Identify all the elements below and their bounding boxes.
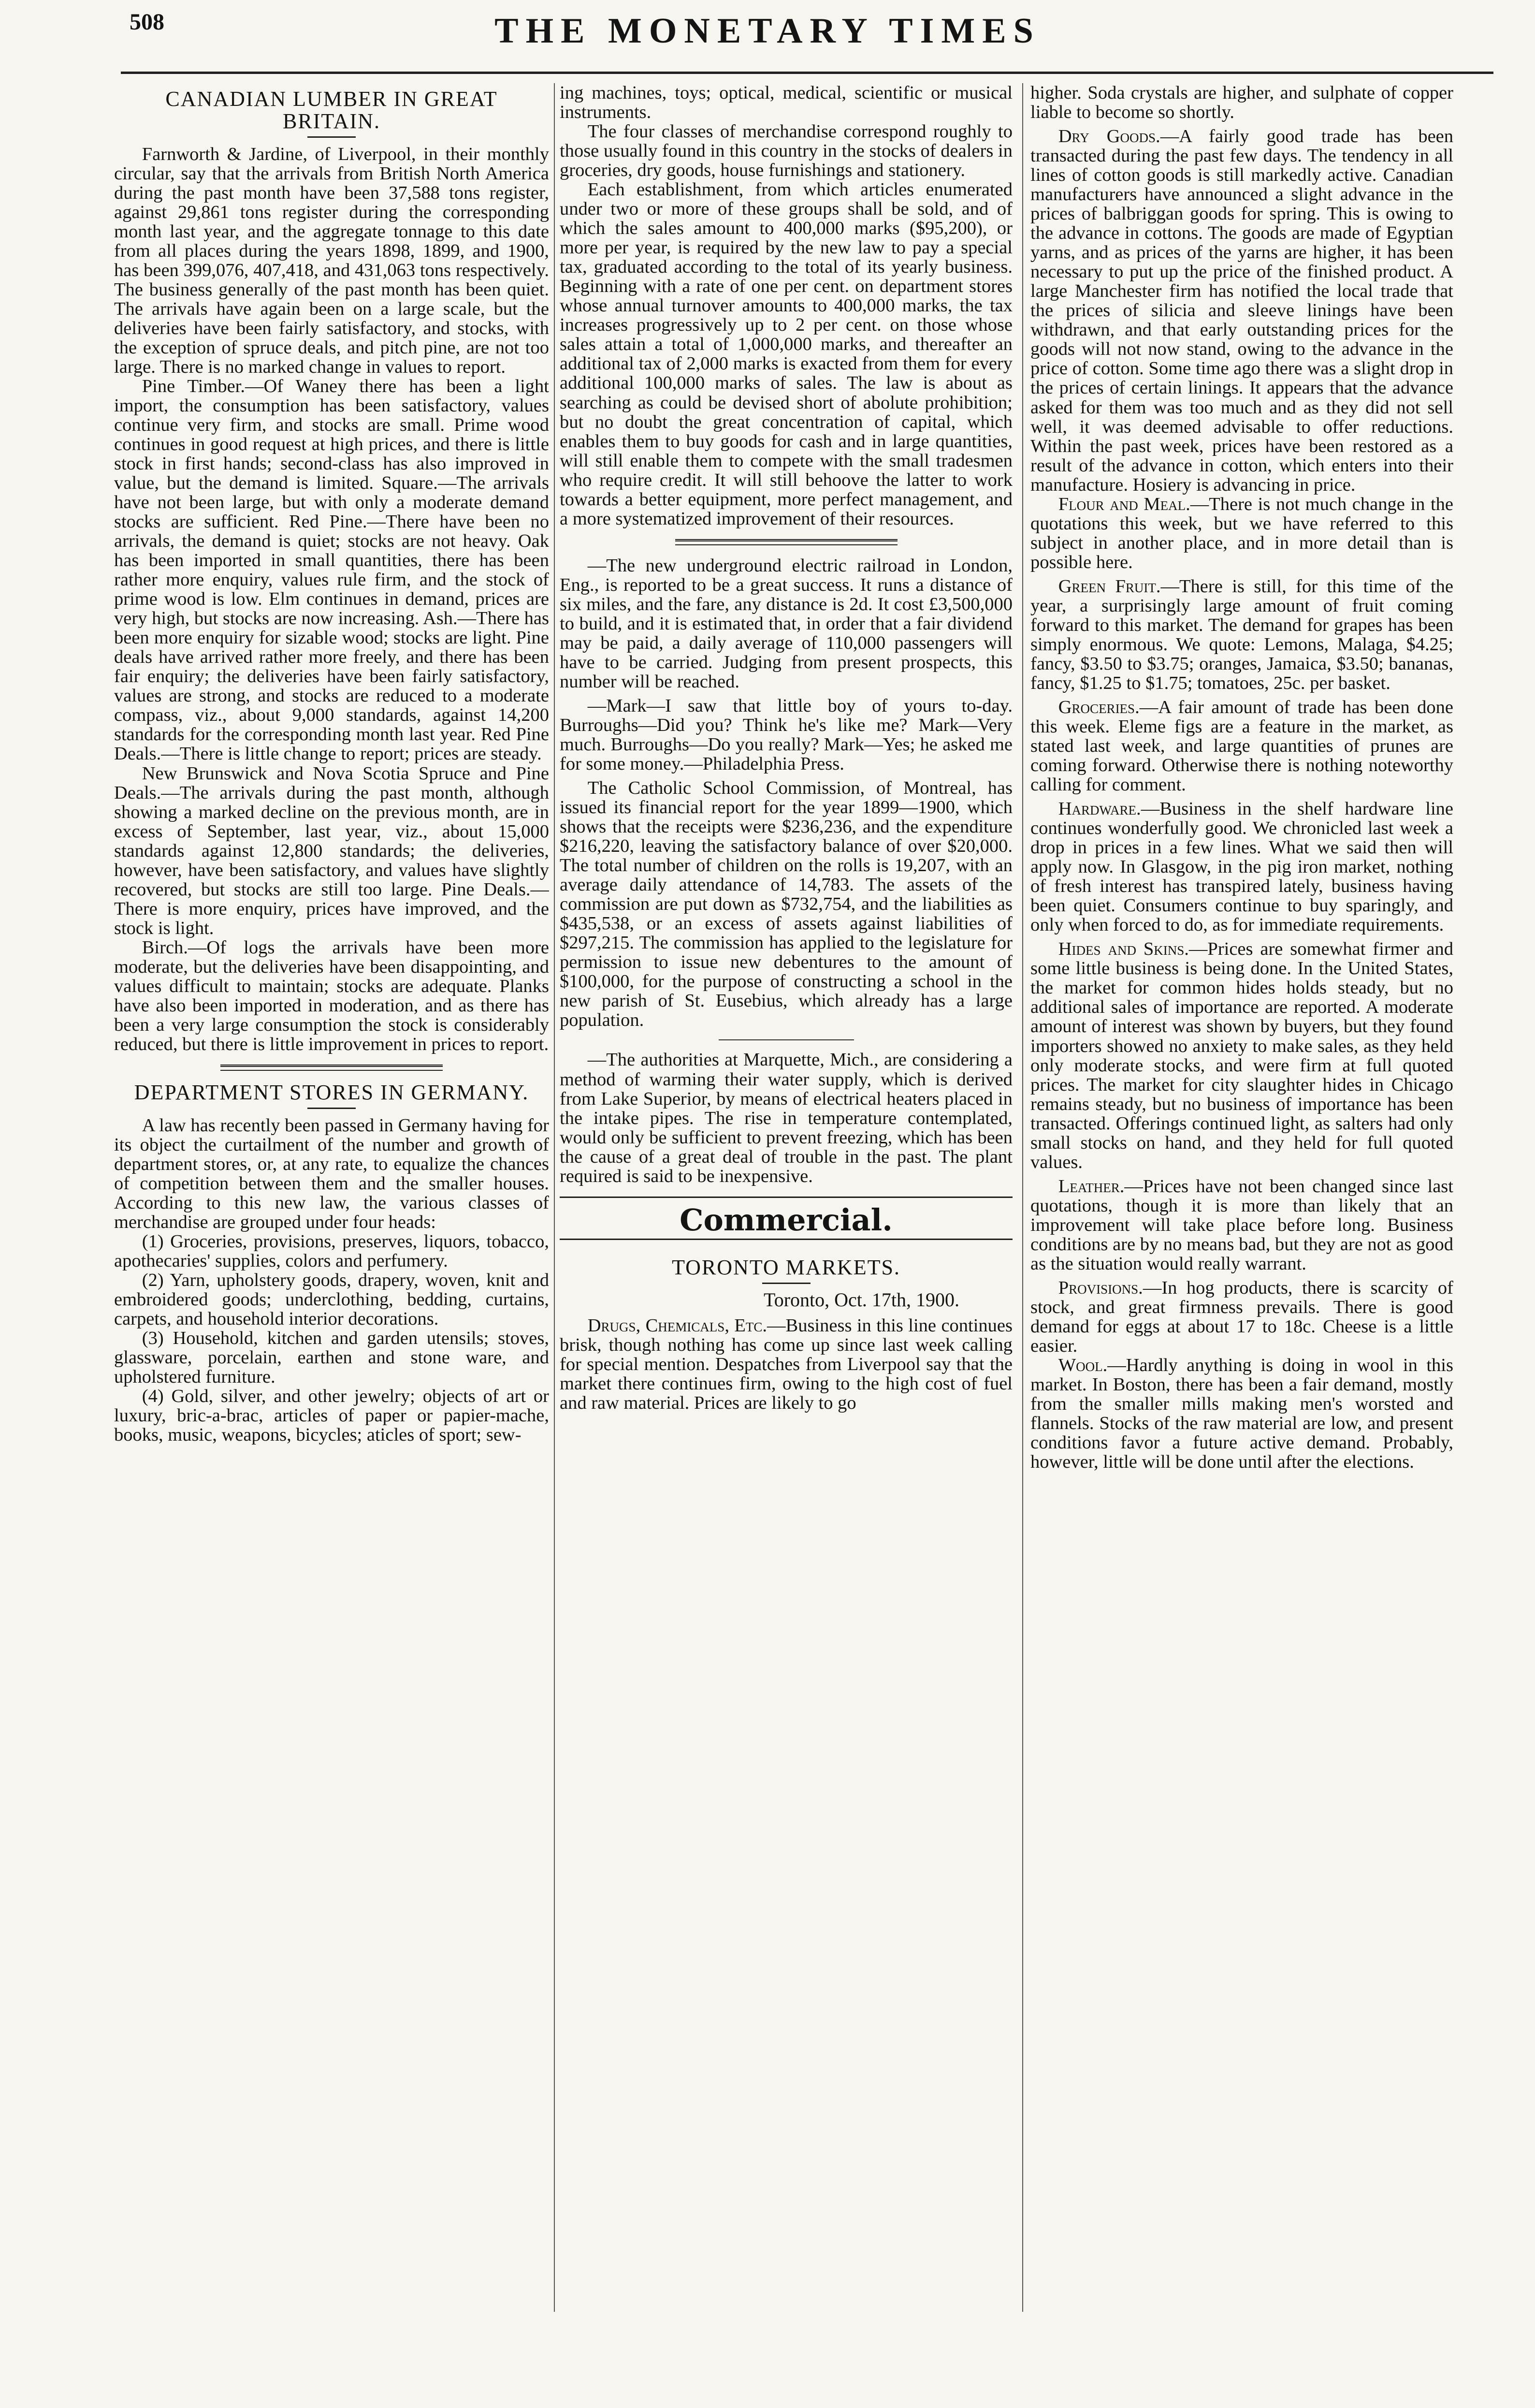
commercial-rule: [560, 1197, 1013, 1198]
toronto-markets-heading: TORONTO MARKETS.: [672, 1255, 900, 1280]
catholic-school-item: The Catholic School Commission, of Montreal, has issued its financial report for the year 1899—1900, which shows that the receipts were $236,236, and the expenditure $216,220, leaving the satisfactory balance of over $20,000. The total number of children on the rolls is 19,207, with an average daily attendance of 14,783. The assets of the commission are put down as $732,754, and the liabilities as $435,538, or an excess of assets against liabilities of $297,215. The commission has applied to the legislature for permission to issue new debentures to the amount of $100,000, for the purpose of constructing a school in the new parish of St. Eusebius, which already has a large population.: [560, 778, 1013, 1031]
masthead-title: THE MONETARY TIMES: [494, 11, 1041, 51]
department-stores-heading: DEPARTMENT STORES IN GERMANY.: [134, 1080, 529, 1104]
dept-paragraph: A law has recently been passed in Germany having for its object the curtailment of the number and growth of department stores, or, at any rate, to equalize the chances of competition between them and the smaller houses. According to this new law, the various classes of merchandise are grouped under four heads:: [114, 1115, 549, 1232]
page-header: [0, 0, 1535, 80]
short-rule: [762, 1283, 811, 1284]
dept-list-item: (4) Gold, silver, and other jewelry; objects of art or luxury, bric-a-brac, articles of paper or papier-mache, books, music, weapons, bicycles; aticles of sport; sew-: [114, 1386, 549, 1445]
market-paragraph: [1030, 698, 1453, 794]
market-label: Dry Goods.: [1058, 126, 1160, 147]
dateline: Toronto, Oct. 17th, 1900.: [764, 1288, 959, 1311]
market-paragraph: [1030, 127, 1453, 495]
dept-list-item: (3) Household, kitchen and garden utensils; stoves, glassware, porcelain, earthen and stone ware, and upholstered furniture.: [114, 1328, 549, 1387]
market-paragraph: [1030, 1356, 1453, 1472]
dept-continued: ing machines, toys; optical, medical, scientific or musical instruments.: [560, 83, 1013, 123]
market-label: Flour and Meal.: [1058, 494, 1190, 514]
market-text: —Business in the shelf hardware line continues wonderfully good. We chronicled last week a drop in prices in a few lines. What we said then will apply now. In Glasgow, in the pig iron market, nothing of fresh interest has transpired lately, business having been quiet. Consumers continue to buy sparingly, and only when forced to do, as for immediate requirements.: [1030, 799, 1453, 935]
market-text: —Business in this line continues brisk, though nothing has come up since last week calling for special mention. Despatches from Liverpool say that the market there continues firm, owing to the high cost of fuel and raw material. Prices are likely to go: [560, 1315, 1013, 1413]
market-label: Drugs, Chemicals, Etc.: [587, 1315, 768, 1336]
market-label: Wool.: [1058, 1355, 1108, 1375]
mark-joke-item: —Mark—I saw that little boy of yours to-day. Burroughs—Did you? Think he's like me? Mark—Very much. Burroughs—Do you really? Mark—Yes; he asked me for some money.—Philadelphia Press.: [560, 695, 1013, 774]
market-label: Groceries.: [1058, 697, 1140, 717]
page-number: 508: [130, 9, 164, 35]
section-separator: [220, 1065, 443, 1071]
market-paragraph: [1030, 1278, 1453, 1356]
market-label: Hardware.: [1058, 799, 1141, 819]
market-text: —Prices have not been changed since last quotations, though it is more than likely that an improvement will take place before long. Business conditions are by no means bad, but they are not as good as the situation would really warrant.: [1030, 1176, 1453, 1274]
market-text: —A fairly good trade has been transacted during the past few days. The tendency in all lines of cotton goods is still markedly active. Canadian manufacturers have announced a slight advance in the prices of balbriggan goods for spring. This is owing to the advance in cottons. The goods are made of Egyptian yarns, and as prices of the yarns are higher, it has been necessary to put up the price of the finished product. A large Manchester firm has notified the local trade that the prices of silicia and sleeve linings have been withdrawn, and that early outstanding prices for the goods will not now stand, owing to the advance in the price of cotton. Some time ago there was a slight drop in the prices of certain linings. It appears that the advance asked for them was too much and as they did not sell well, it was deemed advisable to offer reductions. Within the past week, prices have been restored as a result of the advance in cotton, which enters into their manufacture. Hosiery is advancing in price.: [1030, 126, 1453, 495]
market-text: —In hog products, there is scarcity of stock, and great firmness prevails. There is good demand for eggs at about 17 to 18c. Cheese is a little easier.: [1030, 1277, 1453, 1356]
market-text: —Prices are somewhat firmer and some little business is being done. In the United States, the market for common hides holds steady, but no additional sales of importance are reported. A moderate amount of interest was shown by buyers, but they found importers showed no anxiety to make sales, as they held only moderate stocks, and were firm at full quoted prices. The market for city slaughter hides in Chicago remains steady, but no business of importance has been transacted. Offerings continued light, as salters had only small stocks on hand, and they held for full quoted values.: [1030, 939, 1453, 1172]
market-text: —There is not much change in the quotations this week, but we have referred to this subject in another place, and in more detail than is possible here.: [1030, 494, 1453, 572]
dept-list-item: (1) Groceries, provisions, preserves, liquors, tobacco, apothecaries' supplies, colors and perfumery.: [114, 1231, 549, 1271]
market-continued: higher. Soda crystals are higher, and sulphate of copper liable to become so shortly.: [1030, 83, 1453, 123]
column-divider-2: [1022, 83, 1023, 2312]
market-paragraph: [1030, 939, 1453, 1171]
market-label: Green Fruit.: [1058, 576, 1161, 597]
market-paragraph: [560, 1316, 1013, 1413]
column-2: [560, 83, 1013, 2317]
market-text: —There is still, for this time of the year, a surprisingly large amount of fruit coming forward to this market. The demand for grapes has been simply enormous. We quote: Lemons, Malaga, $4.25; fancy, $3.50 to $3.75; oranges, Jamaica, $3.50; bananas, fancy, $1.25 to $1.75; tomatoes, 25c. per basket.: [1030, 576, 1453, 693]
lumber-heading: CANADIAN LUMBER IN GREAT BRITAIN.: [165, 87, 498, 133]
column-3: [1030, 83, 1453, 2317]
lumber-paragraph: Birch.—Of logs the arrivals have been more moderate, but the deliveries have been disappointing, and values difficult to maintain; stocks are adequate. Planks have also been imported in moderation, and as there has been a very large consumption the stock is considerably reduced, but there is little improvement in prices to report.: [114, 937, 549, 1054]
commercial-heading: Commercial.: [680, 1202, 893, 1238]
market-label: Provisions.: [1058, 1277, 1143, 1298]
short-rule: [719, 1039, 854, 1040]
marquette-item: —The authorities at Marquette, Mich., are considering a method of warming their water supply, which is derived from Lake Superior, by means of electrical heaters placed in the intake pipes. The rise in temperature contemplated, would only be sufficient to prevent freezing, which has been the cause of a great deal of trouble in the past. The plant required is said to be inexpensive.: [560, 1050, 1013, 1186]
short-rule: [307, 136, 356, 138]
header-rule: [121, 72, 1493, 74]
dept-list-item: (2) Yarn, upholstery goods, drapery, woven, knit and embroidered goods; underclothing, bedding, curtains, carpets, and household interior decorations.: [114, 1270, 549, 1329]
market-label: Hides and Skins.: [1058, 939, 1189, 960]
dept-paragraph: The four classes of merchandise correspond roughly to those usually found in this country in the stocks of dealers in groceries, dry goods, house furnishings and stationery.: [560, 121, 1013, 181]
market-paragraph: [1030, 1177, 1453, 1273]
short-rule: [307, 1108, 356, 1109]
lumber-paragraph: Farnworth & Jardine, of Liverpool, in their monthly circular, say that the arrivals from British North America during the past month have been 37,588 tons register, against 29,861 tons register during the corresponding month last year, and the aggregate tonnage to this date from all places during the years 1898, 1899, and 1900, has been 399,076, 407,418, and 431,063 tons respectively. The business generally of the past month has been quiet. The arrivals have again been on a large scale, but the deliveries have been fairly satisfactory, and stocks, with the exception of spruce deals, and pitch pine, are not too large. There is no marked change in values to report.: [114, 144, 549, 377]
lumber-paragraph: New Brunswick and Nova Scotia Spruce and Pine Deals.—The arrivals during the past month, although showing a marked decline on the previous month, are in excess of September, last year, viz., about 15,000 standards against 12,800 standards; the deliveries, however, have been satisfactory, and values have slightly recovered, but stocks are still too large. Pine Deals.—There is more enquiry, prices have improved, and the stock is light.: [114, 763, 549, 938]
railroad-item: —The new underground electric railroad in London, Eng., is reported to be a great success. It runs a distance of six miles, and the fare, any distance is 2d. It cost £3,500,000 to build, and it is estimated that, in order that a fair dividend may be paid, a daily average of 110,000 passengers will have to be carried. Judging from present prospects, this number will be reached.: [560, 555, 1013, 692]
commercial-rule: [560, 1239, 1013, 1240]
lumber-paragraph: Pine Timber.—Of Waney there has been a light import, the consumption has been satisfactory, values continue very firm, and stocks are small. Prime wood continues in good request at high prices, and there is little stock in first hands; second-class has also improved in value, but the demand is limited. Square.—The arrivals have not been large, but with only a moderate demand stocks are sufficient. Red Pine.—There have been no arrivals, the demand is quiet; stocks are not heavy. Oak has been imported in small quantities, there has been rather more enquiry, values rule firm, and the stock of prime wood is low. Elm continues in demand, prices are very high, but stocks are now increasing. Ash.—There has been more enquiry for sizable wood; stocks are light. Pine deals have arrived rather more freely, and there has been fair enquiry; the deliveries have been fairly satisfactory, values are strong, and stocks are reduced to a moderate compass, viz., about 9,000 standards, against 14,200 standards for the corresponding month last year. Red Pine Deals.—There is little change to report; prices are steady.: [114, 376, 549, 764]
market-paragraph: [1030, 577, 1453, 693]
market-label: Leather.: [1058, 1176, 1125, 1197]
section-separator: [675, 539, 898, 545]
market-paragraph: [1030, 799, 1453, 934]
market-text: —Hardly anything is doing in wool in this market. In Boston, there has been a fair demand, mostly from the smaller mills making men's worsted and flannels. Stocks of the raw material are low, and present conditions favor a future active demand. Probably, however, little will be done until after the elections.: [1030, 1355, 1453, 1473]
market-text: —A fair amount of trade has been done this week. Eleme figs are a feature in the market, as stated last week, and large quantities of prunes are coming forward. Otherwise there is nothing noteworthy calling for comment.: [1030, 697, 1453, 795]
dept-paragraph: Each establishment, from which articles enumerated under two or more of these groups shall be sold, and of which the sales amount to 400,000 marks ($95,200), or more per year, is required by the new law to pay a special tax, graduated according to the total of its yearly business. Beginning with a rate of one per cent. on department stores whose annual turnover amounts to 400,000 marks, the tax increases progressively up to 2 per cent. on those whose sales attain a total of 1,000,000 marks, and thereafter an additional tax of 2,000 marks is exacted from them for every additional 100,000 marks of sales. The law is about as searching as could be devised short of abolute prohibition; but no doubt the great concentration of capital, which enables them to buy goods for cash and in large quantities, will still enable them to compete with the small tradesmen who require credit. It will still behoove the latter to work towards a better equipment, more perfect management, and a more systematized improvement of their resources.: [560, 179, 1013, 529]
market-paragraph: [1030, 495, 1453, 572]
column-divider-1: [554, 83, 555, 2312]
column-1: [114, 83, 549, 2317]
